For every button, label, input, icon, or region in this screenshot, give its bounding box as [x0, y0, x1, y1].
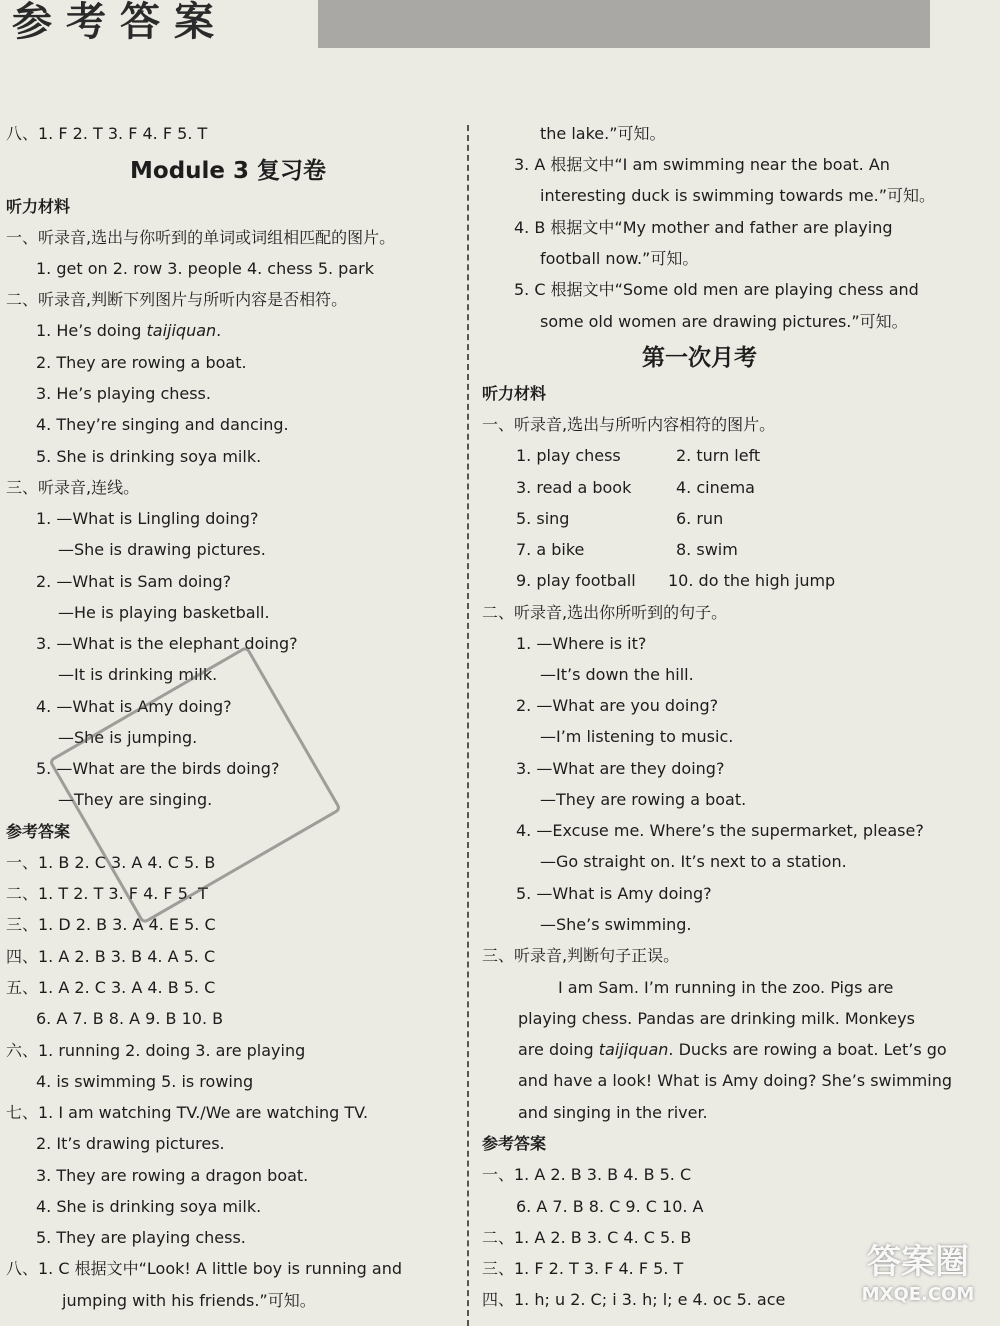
text-line: 2. They are rowing a boat. — [36, 353, 247, 372]
answer-line: 3. They are rowing a dragon boat. — [36, 1166, 309, 1185]
grid-cell: 6. run — [676, 509, 724, 528]
text-line: 3. —What is the elephant doing? — [36, 634, 298, 653]
passage-line: and singing in the river. — [518, 1103, 708, 1122]
text-line: —They are rowing a boat. — [540, 790, 747, 809]
text-line: —It’s down the hill. — [540, 665, 694, 684]
answer-line: 4. is swimming 5. is rowing — [36, 1072, 254, 1091]
brand-name: 答案圈 — [867, 1242, 969, 1282]
grid-cell: 9. play football — [516, 571, 636, 590]
text-line: —It is drinking milk. — [58, 665, 218, 684]
italic-span: taijiquan — [598, 1040, 669, 1059]
answer-line: 2. It’s drawing pictures. — [36, 1134, 225, 1153]
text-line: —He is playing basketball. — [58, 603, 270, 622]
answer-line: 三、1. F 2. T 3. F 4. F 5. T — [482, 1259, 684, 1278]
text-span: . Ducks are rowing a boat. Let’s go — [668, 1040, 947, 1059]
text-line: the lake.”可知。 — [540, 124, 666, 143]
italic-span: taijiquan — [146, 321, 217, 340]
text-line: 5. —What are the birds doing? — [36, 759, 280, 778]
text-line: 4. —Excuse me. Where’s the supermarket, please? — [516, 821, 924, 840]
answer-line: 二、1. T 2. T 3. F 4. F 5. T — [6, 884, 208, 903]
answer-line: 一、1. B 2. C 3. A 4. C 5. B — [6, 853, 216, 872]
question-heading: 一、听录音,选出与所听内容相符的图片。 — [482, 415, 776, 434]
answer-line: 6. A 7. B 8. C 9. C 10. A — [516, 1197, 704, 1216]
grid-cell: 3. read a book — [516, 478, 632, 497]
page-header-title: 参考答案 — [12, 0, 228, 45]
text-line: —They are singing. — [58, 790, 213, 809]
answer-line: 4. B 根据文中“My mother and father are playing — [514, 218, 893, 237]
question-heading: 一、听录音,选出与你听到的单词或词组相匹配的图片。 — [6, 228, 396, 247]
question-heading: 三、听录音,判断句子正误。 — [482, 946, 680, 965]
answer-line: 七、1. I am watching TV./We are watching TV. — [6, 1103, 369, 1122]
brand-url: MXQE.COM — [861, 1284, 975, 1305]
text-line: 5. She is drinking soya milk. — [36, 447, 262, 466]
text-line: —She is drawing pictures. — [58, 540, 266, 559]
text-line: interesting duck is swimming towards me.”可知。 — [540, 186, 936, 205]
text-line: 1. —What is Lingling doing? — [36, 509, 259, 528]
passage-line — [518, 1039, 947, 1061]
text-line: 2. —What are you doing? — [516, 696, 719, 715]
text-line: 4. They’re singing and dancing. — [36, 415, 289, 434]
question-heading: 二、听录音,选出你所听到的句子。 — [482, 603, 728, 622]
question-heading: 二、听录音,判断下列图片与所听内容是否相符。 — [6, 290, 348, 309]
text-span: 1. He’s doing — [36, 321, 147, 340]
answer-line: 一、1. A 2. B 3. B 4. B 5. C — [482, 1165, 692, 1184]
answer-line: 4. She is drinking soya milk. — [36, 1197, 262, 1216]
passage-line: and have a look! What is Amy doing? She’s swimming — [518, 1071, 952, 1090]
question-heading: 三、听录音,连线。 — [6, 478, 140, 497]
text-line — [36, 320, 221, 342]
answer-line: 六、1. running 2. doing 3. are playing — [6, 1041, 306, 1060]
answer-line: jumping with his friends.”可知。 — [62, 1291, 316, 1310]
answer-line: 八、1. F 2. T 3. F 4. F 5. T — [6, 124, 208, 143]
text-line: 2. —What is Sam doing? — [36, 572, 232, 591]
section-title: Module 3 复习卷 — [130, 158, 327, 184]
grid-cell: 7. a bike — [516, 540, 585, 559]
text-line: 5. —What is Amy doing? — [516, 884, 712, 903]
text-line: 1. —Where is it? — [516, 634, 647, 653]
column-divider — [467, 125, 469, 1326]
answer-line: 五、1. A 2. C 3. A 4. B 5. C — [6, 978, 216, 997]
grid-cell: 10. do the high jump — [668, 571, 836, 590]
text-line: 1. get on 2. row 3. people 4. chess 5. park — [36, 259, 374, 278]
section-title: 第一次月考 — [642, 345, 757, 371]
text-span: . — [216, 321, 222, 340]
site-watermark-logo — [848, 1240, 988, 1318]
text-line: football now.”可知。 — [540, 249, 699, 268]
answer-line: 八、1. C 根据文中“Look! A little boy is running and — [6, 1259, 403, 1278]
passage-line: I am Sam. I’m running in the zoo. Pigs are — [558, 978, 894, 997]
text-line: 3. —What are they doing? — [516, 759, 725, 778]
text-span: are doing — [518, 1040, 599, 1059]
grid-cell: 1. play chess — [516, 446, 621, 465]
section-heading: 听力材料 — [6, 197, 71, 216]
answer-line: 四、1. A 2. B 3. B 4. A 5. C — [6, 947, 216, 966]
section-heading: 参考答案 — [482, 1134, 547, 1153]
text-line: 3. He’s playing chess. — [36, 384, 211, 403]
grid-cell: 8. swim — [676, 540, 738, 559]
passage-line: playing chess. Pandas are drinking milk. Monkeys — [518, 1009, 915, 1028]
answer-line: 5. C 根据文中“Some old men are playing chess and — [514, 280, 919, 299]
text-line: some old women are drawing pictures.”可知。 — [540, 312, 908, 331]
grid-cell: 5. sing — [516, 509, 570, 528]
grid-cell: 2. turn left — [676, 446, 761, 465]
text-line: —Go straight on. It’s next to a station. — [540, 852, 847, 871]
answer-line: 二、1. A 2. B 3. C 4. C 5. B — [482, 1228, 692, 1247]
text-line: 4. —What is Amy doing? — [36, 697, 232, 716]
answer-line: 三、1. D 2. B 3. A 4. E 5. C — [6, 915, 216, 934]
text-line: —I’m listening to music. — [540, 727, 734, 746]
section-heading: 参考答案 — [6, 822, 71, 841]
section-heading: 听力材料 — [482, 384, 547, 403]
text-line: —She’s swimming. — [540, 915, 692, 934]
answer-line: 四、1. h; u 2. C; i 3. h; l; e 4. oc 5. ace — [482, 1290, 786, 1309]
text-line: —She is jumping. — [58, 728, 198, 747]
answer-line: 6. A 7. B 8. A 9. B 10. B — [36, 1009, 224, 1028]
answer-line: 5. They are playing chess. — [36, 1228, 246, 1247]
answer-line: 3. A 根据文中“I am swimming near the boat. An — [514, 155, 890, 174]
header-bar — [318, 0, 930, 48]
grid-cell: 4. cinema — [676, 478, 755, 497]
